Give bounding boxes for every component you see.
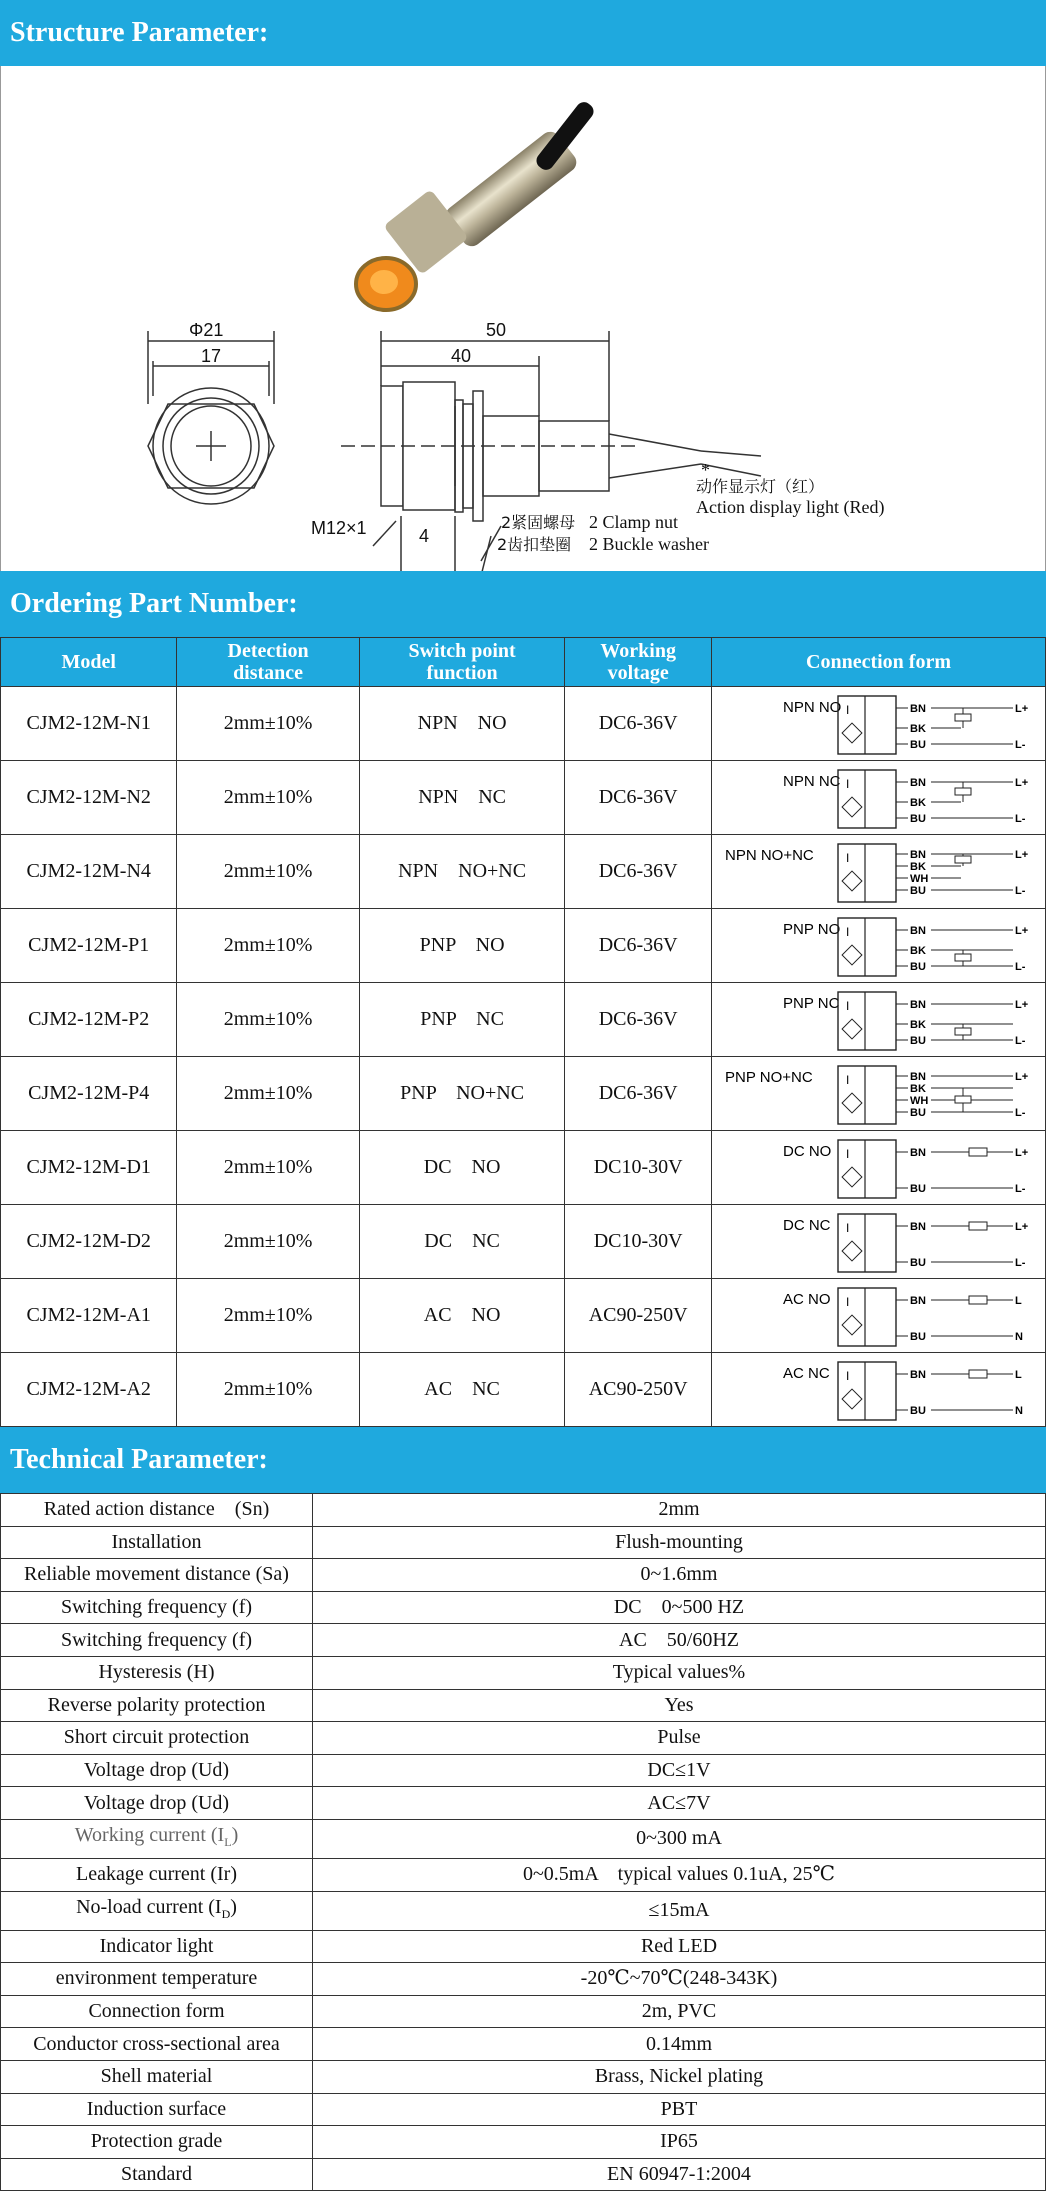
col-detection: Detection distance	[177, 638, 359, 687]
wire-bu: BU	[910, 884, 927, 897]
terminal-lplus: L+	[1015, 998, 1029, 1011]
cell-distance: 2mm±10%	[177, 1205, 359, 1279]
tech-value: Typical values%	[313, 1656, 1046, 1689]
terminal-n: N	[1015, 1330, 1024, 1343]
cell-function: AC NO	[359, 1279, 565, 1353]
wire-wh: WH	[910, 872, 929, 885]
terminal-lminus: L-	[1015, 738, 1026, 751]
cell-voltage: AC90-250V	[565, 1279, 712, 1353]
tech-value: AC≤7V	[313, 1787, 1046, 1820]
tech-value: DC≤1V	[313, 1754, 1046, 1787]
tech-row	[1, 1891, 1046, 1930]
technical-table	[0, 1493, 1046, 2191]
wire-bk: BK	[910, 860, 927, 873]
connection-diagram-cell	[711, 1279, 1045, 1353]
tech-value: ≤15mA	[313, 1891, 1046, 1930]
ordering-header-row	[1, 638, 1046, 687]
cell-function: NPN NO+NC	[359, 835, 565, 909]
wiring-diagram	[713, 764, 1043, 834]
tech-key: Shell material	[1, 2060, 313, 2093]
cell-model: CJM2-12M-N1	[1, 687, 177, 761]
terminal-lminus: L-	[1015, 1106, 1026, 1119]
connection-diagram-cell	[711, 1353, 1045, 1427]
wire-bu: BU	[910, 1106, 927, 1119]
wiring-diagram	[713, 1060, 1043, 1130]
cell-function: NPN NC	[359, 761, 565, 835]
wiring-diagram	[713, 1134, 1043, 1204]
cell-model: CJM2-12M-N4	[1, 835, 177, 909]
tech-key: No-load current $(I_D)$	[1, 1891, 313, 1930]
i-mark: I	[846, 1072, 850, 1087]
connection-diagram-cell	[711, 1057, 1045, 1131]
cell-voltage: DC10-30V	[565, 1131, 712, 1205]
cell-distance: 2mm±10%	[177, 909, 359, 983]
diagram-label: PNP NO+NC	[725, 1068, 814, 1086]
cell-voltage: DC6-36V	[565, 761, 712, 835]
cell-function: PNP NC	[359, 983, 565, 1057]
tech-key: Reliable movement distance (Sa)	[1, 1559, 313, 1592]
diagram-label: PNP NC	[783, 994, 840, 1012]
cell-function: AC NC	[359, 1353, 565, 1427]
connection-diagram-cell	[711, 909, 1045, 983]
ordering-row	[1, 1131, 1046, 1205]
cell-distance: 2mm±10%	[177, 1057, 359, 1131]
i-mark: I	[846, 1368, 850, 1383]
diagram-label: AC NC	[783, 1364, 831, 1382]
tech-row	[1, 2060, 1046, 2093]
wire-bk: BK	[910, 1082, 927, 1095]
tech-value: Yes	[313, 1689, 1046, 1722]
wire-bk: BK	[910, 944, 927, 957]
ordering-row	[1, 983, 1046, 1057]
wire-bn: BN	[910, 1146, 927, 1159]
terminal-lplus: L+	[1015, 848, 1029, 861]
cell-model: CJM2-12M-N2	[1, 761, 177, 835]
tech-row	[1, 1722, 1046, 1755]
cell-voltage: AC90-250V	[565, 1353, 712, 1427]
tech-row	[1, 1526, 1046, 1559]
wire-bn: BN	[910, 1368, 927, 1381]
cell-model: CJM2-12M-A1	[1, 1279, 177, 1353]
tech-row	[1, 1819, 1046, 1858]
cell-model: CJM2-12M-P2	[1, 983, 177, 1057]
cell-distance: 2mm±10%	[177, 983, 359, 1057]
cell-distance: 2mm±10%	[177, 761, 359, 835]
wire-bu: BU	[910, 1404, 927, 1417]
tech-key: Rated action distance (Sn)	[1, 1494, 313, 1527]
i-mark: I	[846, 702, 850, 717]
wiring-diagram	[713, 912, 1043, 982]
tech-row	[1, 2126, 1046, 2159]
washer-cn: 2齿扣垫圈	[497, 535, 572, 554]
cell-distance: 2mm±10%	[177, 835, 359, 909]
cell-model: CJM2-12M-P1	[1, 909, 177, 983]
cell-distance: 2mm±10%	[177, 1131, 359, 1205]
col-switch: Switch point function	[359, 638, 565, 687]
tech-row	[1, 2028, 1046, 2061]
structure-section-header: Structure Parameter:	[0, 0, 1046, 66]
tech-row	[1, 2158, 1046, 2191]
dimension-drawing	[1, 66, 1045, 571]
ordering-table	[0, 637, 1046, 1427]
tech-key: Short circuit protection	[1, 1722, 313, 1755]
terminal-l: L	[1015, 1368, 1023, 1381]
tech-key: Working current $(I_L)$	[1, 1819, 313, 1858]
i-mark: I	[846, 1146, 850, 1161]
dim-40: 40	[451, 346, 472, 366]
tech-value: Brass, Nickel plating	[313, 2060, 1046, 2093]
wire-bk: BK	[910, 722, 927, 735]
wire-bn: BN	[910, 924, 927, 937]
cell-voltage: DC10-30V	[565, 1205, 712, 1279]
terminal-lplus: L+	[1015, 776, 1029, 789]
cell-function: PNP NO	[359, 909, 565, 983]
wire-bn: BN	[910, 702, 927, 715]
tech-key: environment temperature	[1, 1963, 313, 1996]
diagram-label: PNP NO	[783, 920, 841, 938]
terminal-l: L	[1015, 1294, 1023, 1307]
tech-key: Reverse polarity protection	[1, 1689, 313, 1722]
tech-key: Induction surface	[1, 2093, 313, 2126]
light-cn: 动作显示灯（红）	[696, 477, 825, 496]
diagram-label: AC NO	[783, 1290, 831, 1308]
terminal-lminus: L-	[1015, 960, 1026, 973]
terminal-lplus: L+	[1015, 1146, 1029, 1159]
tech-key: Standard	[1, 2158, 313, 2191]
cell-distance: 2mm±10%	[177, 1279, 359, 1353]
wiring-diagram	[713, 1282, 1043, 1352]
cell-voltage: DC6-36V	[565, 835, 712, 909]
tech-value: 2mm	[313, 1494, 1046, 1527]
tech-value: -20℃~70℃(248-343K)	[313, 1963, 1046, 1996]
i-mark: I	[846, 998, 850, 1013]
tech-value: IP65	[313, 2126, 1046, 2159]
dim-4: 4	[419, 526, 430, 546]
terminal-lplus: L+	[1015, 924, 1029, 937]
tech-value: 0.14mm	[313, 2028, 1046, 2061]
terminal-n: N	[1015, 1404, 1024, 1417]
cell-model: CJM2-12M-A2	[1, 1353, 177, 1427]
cell-function: DC NO	[359, 1131, 565, 1205]
diagram-label: NPN NO	[783, 698, 842, 716]
dim-phi21: Φ21	[189, 320, 224, 340]
structure-drawing-panel	[0, 66, 1046, 571]
ordering-row	[1, 909, 1046, 983]
tech-key: Leakage current (Ir)	[1, 1858, 313, 1891]
cell-voltage: DC6-36V	[565, 1057, 712, 1131]
tech-key: Switching frequency (f)	[1, 1624, 313, 1657]
clamp-nut-cn: 2紧固螺母	[501, 513, 576, 532]
washer-en: 2 Buckle washer	[589, 534, 709, 554]
tech-row	[1, 1995, 1046, 2028]
tech-row	[1, 1494, 1046, 1527]
ordering-row	[1, 687, 1046, 761]
terminal-lplus: L+	[1015, 702, 1029, 715]
terminal-lplus: L+	[1015, 1220, 1029, 1233]
ordering-row	[1, 1353, 1046, 1427]
diagram-label: DC NC	[783, 1216, 831, 1234]
tech-row	[1, 1930, 1046, 1963]
wire-bu: BU	[910, 738, 927, 751]
wiring-diagram	[713, 1356, 1043, 1426]
tech-key: Hysteresis (H)	[1, 1656, 313, 1689]
wiring-diagram	[713, 838, 1043, 908]
wire-bk: BK	[910, 796, 927, 809]
tech-key: Conductor cross-sectional area	[1, 2028, 313, 2061]
wire-bu: BU	[910, 1330, 927, 1343]
cell-model: CJM2-12M-D1	[1, 1131, 177, 1205]
tech-row	[1, 1754, 1046, 1787]
thread-label: M12×1	[311, 518, 367, 538]
cell-model: CJM2-12M-D2	[1, 1205, 177, 1279]
tech-row	[1, 1858, 1046, 1891]
tech-value: Pulse	[313, 1722, 1046, 1755]
tech-row	[1, 1656, 1046, 1689]
wire-wh: WH	[910, 1094, 929, 1107]
tech-row	[1, 1624, 1046, 1657]
tech-value: 0~1.6mm	[313, 1559, 1046, 1592]
ordering-row	[1, 835, 1046, 909]
i-mark: I	[846, 924, 850, 939]
cell-voltage: DC6-36V	[565, 983, 712, 1057]
tech-value: PBT	[313, 2093, 1046, 2126]
wire-bn: BN	[910, 1070, 927, 1083]
connection-diagram-cell	[711, 687, 1045, 761]
col-connection: Connection form	[711, 638, 1045, 687]
wire-bn: BN	[910, 998, 927, 1011]
i-mark: I	[846, 1294, 850, 1309]
tech-row	[1, 1963, 1046, 1996]
cell-function: NPN NO	[359, 687, 565, 761]
tech-value: 0~300 mA	[313, 1819, 1046, 1858]
wire-bu: BU	[910, 1034, 927, 1047]
tech-row	[1, 1689, 1046, 1722]
i-mark: I	[846, 1220, 850, 1235]
dim-50: 50	[486, 320, 507, 340]
tech-key: Connection form	[1, 1995, 313, 2028]
ordering-row	[1, 1279, 1046, 1353]
tech-key: Voltage drop (Ud)	[1, 1754, 313, 1787]
cell-voltage: DC6-36V	[565, 909, 712, 983]
ordering-section-header: Ordering Part Number:	[0, 571, 1046, 637]
tech-value: DC 0~500 HZ	[313, 1591, 1046, 1624]
wire-bn: BN	[910, 1220, 927, 1233]
tech-key: Protection grade	[1, 2126, 313, 2159]
wiring-diagram	[713, 986, 1043, 1056]
wire-bn: BN	[910, 1294, 927, 1307]
tech-value: Red LED	[313, 1930, 1046, 1963]
i-mark: I	[846, 776, 850, 791]
light-en: Action display light (Red)	[696, 497, 885, 517]
tech-value: EN 60947-1:2004	[313, 2158, 1046, 2191]
tech-key: Installation	[1, 1526, 313, 1559]
wiring-diagram	[713, 690, 1043, 760]
wire-bn: BN	[910, 848, 927, 861]
wire-bu: BU	[910, 812, 927, 825]
tech-key: Indicator light	[1, 1930, 313, 1963]
terminal-lplus: L+	[1015, 1070, 1029, 1083]
terminal-lminus: L-	[1015, 812, 1026, 825]
tech-row	[1, 1559, 1046, 1592]
tech-key: Switching frequency (f)	[1, 1591, 313, 1624]
sensor-product-image	[356, 99, 597, 310]
i-mark: I	[846, 850, 850, 865]
cell-function: DC NC	[359, 1205, 565, 1279]
wire-bu: BU	[910, 1256, 927, 1269]
connection-diagram-cell	[711, 761, 1045, 835]
wire-bu: BU	[910, 1182, 927, 1195]
col-model: Model	[1, 638, 177, 687]
connection-diagram-cell	[711, 983, 1045, 1057]
technical-section-header: Technical Parameter:	[0, 1427, 1046, 1493]
tech-row	[1, 2093, 1046, 2126]
connection-diagram-cell	[711, 1205, 1045, 1279]
tech-value: Flush-mounting	[313, 1526, 1046, 1559]
terminal-lminus: L-	[1015, 1034, 1026, 1047]
col-voltage: Working voltage	[565, 638, 712, 687]
clamp-nut-en: 2 Clamp nut	[589, 512, 678, 532]
terminal-lminus: L-	[1015, 884, 1026, 897]
terminal-lminus: L-	[1015, 1256, 1026, 1269]
diagram-label: NPN NO+NC	[725, 846, 815, 864]
tech-value: AC 50/60HZ	[313, 1624, 1046, 1657]
ordering-row	[1, 761, 1046, 835]
cell-distance: 2mm±10%	[177, 687, 359, 761]
cell-distance: 2mm±10%	[177, 1353, 359, 1427]
ordering-row	[1, 1057, 1046, 1131]
connection-diagram-cell	[711, 1131, 1045, 1205]
cell-function: PNP NO+NC	[359, 1057, 565, 1131]
ordering-row	[1, 1205, 1046, 1279]
terminal-lminus: L-	[1015, 1182, 1026, 1195]
tech-row	[1, 1591, 1046, 1624]
cell-voltage: DC6-36V	[565, 687, 712, 761]
wire-bu: BU	[910, 960, 927, 973]
dim-17: 17	[201, 346, 222, 366]
diagram-label: DC NO	[783, 1142, 832, 1160]
connection-diagram-cell	[711, 835, 1045, 909]
tech-value: 0~0.5mA typical values 0.1uA, 25℃	[313, 1858, 1046, 1891]
tech-value: 2m, PVC	[313, 1995, 1046, 2028]
wire-bn: BN	[910, 776, 927, 789]
cell-model: CJM2-12M-P4	[1, 1057, 177, 1131]
asterisk: *	[701, 460, 710, 480]
wire-bk: BK	[910, 1018, 927, 1031]
diagram-label: NPN NC	[783, 772, 841, 790]
tech-row	[1, 1787, 1046, 1820]
tech-key: Voltage drop (Ud)	[1, 1787, 313, 1820]
wiring-diagram	[713, 1208, 1043, 1278]
